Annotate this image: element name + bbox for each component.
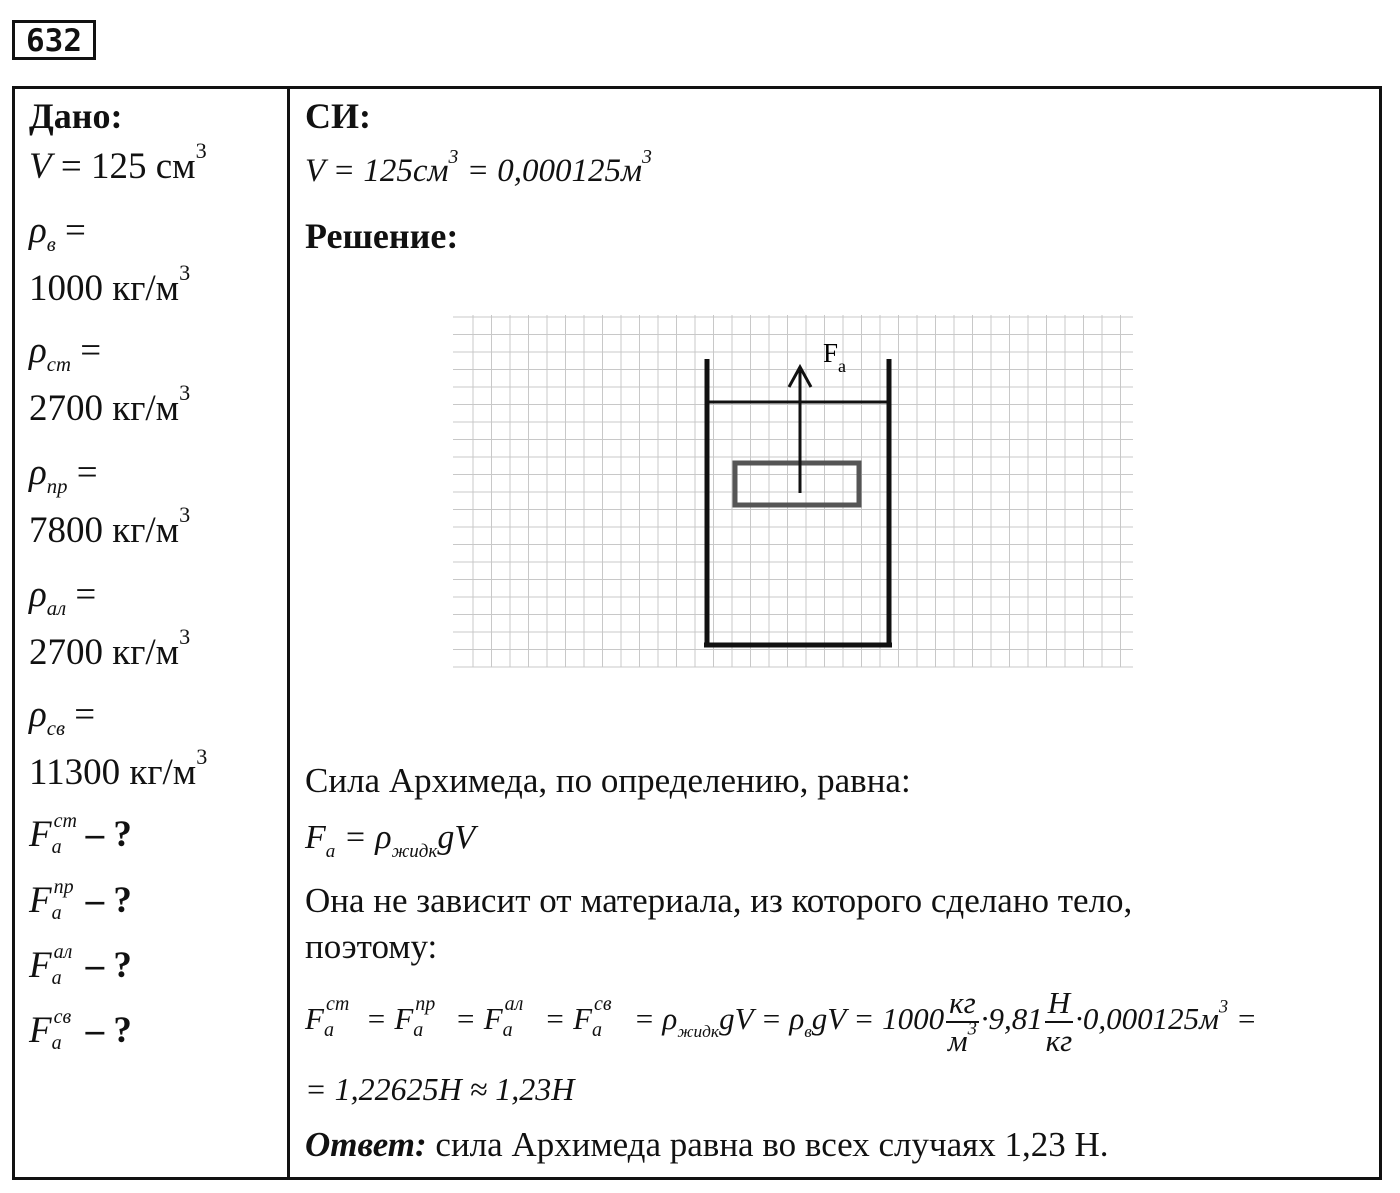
problem-number: 632 bbox=[12, 20, 96, 60]
density-value: 2700 $кг/м^3$ bbox=[29, 380, 191, 429]
solution-table bbox=[12, 86, 1382, 1180]
given-header: Дано: bbox=[29, 96, 123, 136]
density-symbol: $\rho_{ст}$ = bbox=[29, 330, 102, 377]
solution-header: Решение: bbox=[305, 216, 459, 256]
text-definition: Сила Архимеда, по определению, равна: bbox=[305, 761, 911, 800]
density-value: 2700 $кг/м^3$ bbox=[29, 624, 191, 673]
unknown-force: F св а – ? bbox=[29, 1006, 132, 1054]
density-symbol: $\rho_{св}$ = bbox=[29, 694, 96, 741]
archimedes-diagram bbox=[433, 305, 1133, 705]
si-conversion: $V = 125см^3 = 0,000125м^3$ bbox=[305, 146, 652, 189]
answer-text: сила Архимеда равна во всех случаях 1,23 Н. bbox=[426, 1125, 1109, 1164]
formula-calculation: F ст а = F пр а = F ал а = F св а = $\rho_{жидк}gV = \rho_вgV = 1000$ $\frac{кг}{м^3}$ ·9,81 $\frac{Н}{кг}$ $\cdot 0,000125м^3$ = bbox=[305, 985, 1257, 1058]
unknown-force: F ст а – ? bbox=[29, 810, 132, 858]
text-independence-2: поэтому: bbox=[305, 927, 438, 966]
unknown-force: F пр а – ? bbox=[29, 876, 132, 924]
si-header: СИ: bbox=[305, 96, 371, 136]
density-value: 7800 $кг/м^3$ bbox=[29, 502, 191, 551]
force-label: $F_а$ bbox=[823, 338, 847, 376]
graph-paper-grid bbox=[453, 315, 1133, 667]
formula-result: = 1,22625Н ≈ 1,23Н bbox=[305, 1071, 575, 1107]
density-symbol: $\rho_{пр}$ = bbox=[29, 452, 98, 499]
text-independence-1: Она не зависит от материала, из которого сделано тело, bbox=[305, 881, 1133, 920]
unknown-force: F ал а – ? bbox=[29, 941, 132, 989]
fraction-n-per-kg: $\frac{Н}{кг}$ bbox=[1045, 985, 1073, 1058]
given-volume: V = 125 $см^3$ bbox=[29, 138, 207, 187]
answer-label: Ответ: bbox=[305, 1125, 427, 1164]
answer-line bbox=[305, 1125, 1109, 1165]
formula-archimedes: $F_а = \rho_{жидк}gV$ bbox=[305, 819, 476, 862]
density-value: 1000 $кг/м^3$ bbox=[29, 260, 191, 309]
density-value: 11300 $кг/м^3$ bbox=[29, 744, 208, 793]
density-symbol: $\rho_в$ = bbox=[29, 210, 86, 257]
density-symbol: $\rho_{ал}$ = bbox=[29, 574, 97, 621]
column-divider bbox=[287, 89, 290, 1177]
fraction-kg-per-m3: $\frac{кг}{м^3}$ bbox=[947, 985, 977, 1058]
submerged-body bbox=[735, 463, 859, 505]
